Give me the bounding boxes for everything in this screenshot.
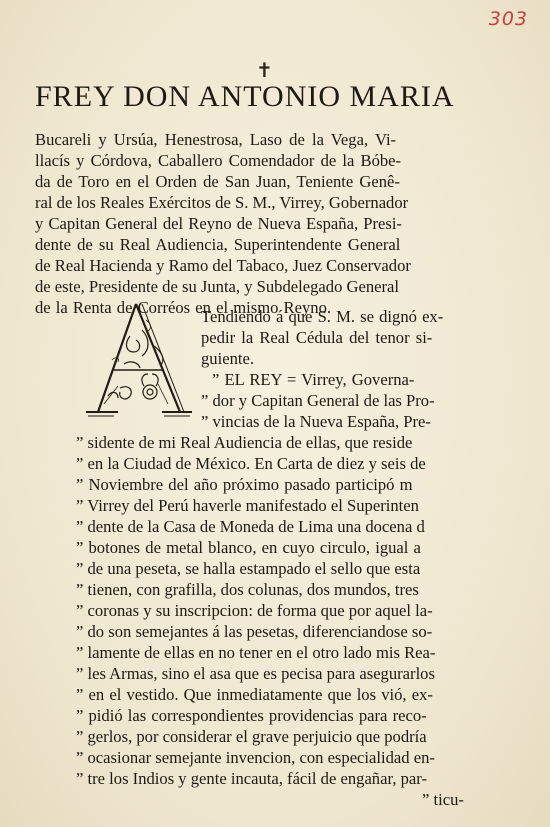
- body-line: guiente.: [201, 349, 254, 368]
- body-line: ” vincias de la Nueva España, Pre-: [201, 412, 431, 431]
- body-line: ” Virrey del Perú haverle manifestado el Superinten: [76, 496, 419, 515]
- intro-line: y Capitan General del Reyno de Nueva España, Presi-: [35, 214, 402, 233]
- document-title: FREY DON ANTONIO MARIA: [35, 80, 455, 113]
- body-line: ” dor y Capitan General de las Pro-: [201, 391, 435, 410]
- intro-line: llacís y Córdova, Caballero Comendador de la Bóbe-: [35, 151, 402, 170]
- intro-line: de este, Presidente de su Junta, y Subdelegado General: [35, 277, 400, 296]
- body-line: ” dente de la Casa de Moneda de Lima una docena d: [76, 517, 425, 536]
- body-line: ” lamente de ellas en no tener en el otro lado mis Rea-: [76, 643, 436, 662]
- intro-line: ral de los Reales Exércitos de S. M., Virrey, Gobernador: [35, 193, 409, 212]
- body-line: ” tienen, con grafilla, dos colunas, dos mundos, tres: [76, 580, 419, 599]
- catchword: ” ticu-: [422, 790, 464, 809]
- body-line: ” do son semejantes á las pesetas, diferenciandose so-: [76, 622, 433, 641]
- body-line: ” Noviembre del año próximo pasado participó m: [76, 475, 413, 494]
- body-line: ” botones de metal blanco, en cuyo circulo, igual a: [76, 538, 421, 557]
- body-line: ” gerlos, por considerar el grave perjuicio que podría: [76, 727, 427, 746]
- body-line: ” tre los Indios y gente incauta, fácil de engañar, par-: [76, 769, 428, 788]
- decorated-initial-letter: [84, 300, 192, 418]
- body-line: ” les Armas, sino el asa que es pecisa para asegurarlos: [76, 664, 435, 683]
- intro-line: Bucareli y Ursúa, Henestrosa, Laso de la Vega, Vi-: [35, 130, 397, 149]
- body-line: ” ocasionar semejante invencion, con especialidad en-: [76, 748, 435, 767]
- body-line: ” en la Ciudad de México. En Carta de diez y seis de: [76, 454, 426, 473]
- intro-line: de la Renta de Corréos en el mismo Reyno.: [35, 298, 332, 317]
- intro-line: da de Toro en el Orden de San Juan, Teniente Genê-: [35, 172, 400, 191]
- folio-number: 303: [488, 8, 528, 30]
- body-line: ” coronas y su inscripcion: de forma que por aquel la-: [76, 601, 433, 620]
- body-line: ” de una peseta, se halla estampado el sello que esta: [76, 559, 421, 578]
- body-line: Tendiendo á que S. M. se dignó ex-: [201, 307, 444, 326]
- body-line: ” pidió las correspondientes providencias para reco-: [76, 706, 427, 725]
- cross-ornament: ✝: [256, 60, 273, 82]
- body-line: pedir la Real Cédula del tenor si-: [201, 328, 433, 347]
- body-line: ” en el vestido. Que inmediatamente que los vió, ex-: [76, 685, 433, 704]
- body-line: ” sidente de mi Real Audiencia de ellas, que reside: [76, 433, 413, 452]
- body-line: ” EL REY = Virrey, Governa-: [212, 370, 415, 389]
- intro-line: de Real Hacienda y Ramo del Tabaco, Juez Conservador: [35, 256, 411, 275]
- intro-line: dente de su Real Audiencia, Superintendente General: [35, 235, 401, 254]
